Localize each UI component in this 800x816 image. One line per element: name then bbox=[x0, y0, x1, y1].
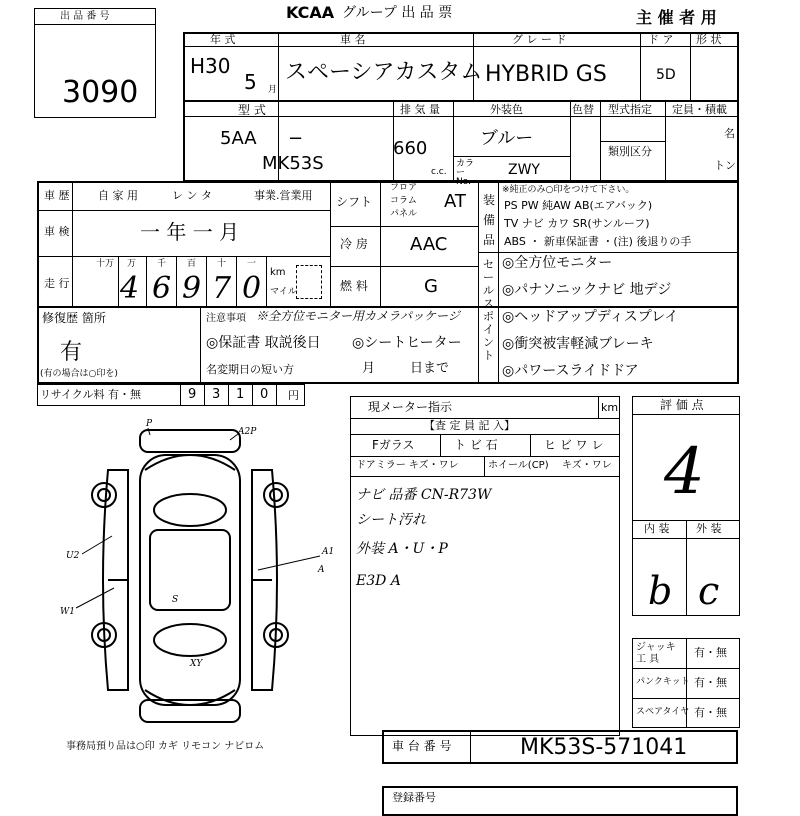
recycle-digit: 9 bbox=[188, 387, 197, 402]
shift-panel: パネル bbox=[390, 209, 418, 219]
sales-point: ◎パワースライドドア bbox=[502, 363, 639, 379]
month-unit: 月 bbox=[268, 85, 278, 95]
damage-mark: S bbox=[172, 595, 179, 605]
rear-window bbox=[154, 624, 226, 656]
inspection-value: 一 年 一 月 bbox=[140, 220, 240, 244]
repair-label: 修復歴 箇所 bbox=[42, 311, 106, 325]
seat-heater-note: ◎シートヒーター bbox=[352, 335, 462, 351]
history-label: 車 歴 bbox=[44, 189, 70, 202]
lot-number: 3090 bbox=[62, 75, 139, 110]
year-month: 5 bbox=[244, 70, 257, 94]
color-swap-label: 色替 bbox=[572, 103, 594, 116]
model-code: MK53S bbox=[262, 153, 324, 174]
damage-mark: P bbox=[146, 419, 153, 429]
front-glass-label: Fガラス bbox=[372, 438, 415, 452]
hood-outline bbox=[145, 455, 235, 470]
digit-label-10: 十 bbox=[217, 259, 227, 269]
wheel-damage-label: キズ・ワレ bbox=[562, 460, 612, 471]
designation-label: 型式指定 bbox=[608, 103, 652, 116]
recycle-label: リサイクル料 有・無 bbox=[40, 388, 141, 401]
color: ブルー bbox=[480, 128, 534, 149]
fuel-label: 燃 料 bbox=[340, 279, 368, 293]
spare-tire-label: スペアタイヤ bbox=[636, 707, 690, 717]
digit-label-10k: 万 bbox=[127, 259, 137, 269]
wheel-front-left bbox=[92, 483, 116, 507]
exterior-label: 外 装 bbox=[696, 522, 722, 535]
jack-value: 有・無 bbox=[694, 646, 727, 659]
inspector-note: シート汚れ bbox=[356, 512, 426, 528]
shift-value: AT bbox=[444, 191, 466, 212]
short-date-day: 日まで bbox=[410, 361, 450, 376]
displacement: 660 bbox=[393, 138, 428, 159]
sales-point: ◎全方位モニター bbox=[502, 255, 613, 271]
digit-label-100: 百 bbox=[187, 259, 197, 269]
warranty-note: ◎保証書 取説後日 bbox=[206, 335, 321, 351]
grade: HYBRID GS bbox=[485, 62, 607, 87]
recycle-digit: 1 bbox=[236, 387, 245, 402]
damage-mark: XY bbox=[190, 659, 203, 669]
mile-label: マイル bbox=[270, 287, 297, 297]
inspector-header: 【査 定 員 記 入】 bbox=[424, 419, 515, 432]
sales-points-label: セールスポイント bbox=[483, 258, 494, 362]
office-items-note: 事務局預り品は○印 カギ リモコン ナビロム bbox=[66, 741, 265, 752]
mileage-digit: 6 bbox=[152, 271, 172, 306]
short-date-month: 月 bbox=[362, 361, 376, 376]
digit-label-1: 一 bbox=[247, 259, 257, 269]
jack-label: ジャッキ 工 具 bbox=[636, 642, 676, 665]
repair-note: (有の場合は○印を) bbox=[40, 369, 118, 379]
damage-mark: W1 bbox=[60, 607, 75, 617]
class-label: 類別区分 bbox=[608, 145, 652, 158]
form-title: グループ 出 品 票 bbox=[342, 5, 453, 21]
door-count: 5D bbox=[656, 67, 676, 83]
equipment-line-1: PS PW 純AW AB(エアバック) bbox=[504, 199, 653, 212]
color-code: ZWY bbox=[508, 162, 540, 178]
meter-label: 現メーター指示 bbox=[368, 400, 453, 414]
organizer-label: 主 催 者 用 bbox=[636, 8, 717, 27]
front-windshield bbox=[154, 494, 226, 526]
damage-mark: A1 bbox=[322, 547, 335, 557]
model-label: 型 式 bbox=[238, 103, 266, 117]
year-label: 年 式 bbox=[210, 33, 236, 46]
history-private: 自 家 用 bbox=[98, 189, 138, 202]
ac-value: AAC bbox=[410, 234, 448, 255]
door-label: ド ア bbox=[648, 33, 674, 46]
notes-label: 注意事項 bbox=[206, 313, 246, 324]
recycle-digit: 3 bbox=[212, 387, 221, 402]
wheel-label: ホイール(CP) bbox=[488, 460, 549, 471]
chassis-number: MK53S-571041 bbox=[520, 735, 688, 760]
ac-label: 冷 房 bbox=[340, 237, 368, 251]
color-label: 外装色 bbox=[490, 103, 523, 116]
shift-floor: フロア bbox=[390, 183, 418, 193]
sales-point: ◎ヘッドアップディスプレイ bbox=[502, 309, 679, 325]
mileage-digit: 4 bbox=[120, 271, 140, 306]
displacement-label: 排 気 量 bbox=[400, 103, 440, 116]
wheel-front-right bbox=[264, 483, 288, 507]
equipment-note: ※純正のみ○印をつけて下さい。 bbox=[502, 185, 635, 195]
notes-handwritten: ※全方位モニター用カメラパッケージ bbox=[256, 309, 460, 323]
score-label: 評 価 点 bbox=[660, 398, 704, 412]
capacity-unit-persons: 名 bbox=[724, 127, 735, 140]
mileage-digit: 9 bbox=[182, 271, 202, 306]
sales-point: ◎衝突被害軽減ブレーキ bbox=[502, 336, 654, 352]
repair-value: 有 bbox=[60, 340, 83, 365]
shift-column: コラム bbox=[390, 196, 417, 206]
exterior-score: c bbox=[698, 569, 720, 613]
capacity-label: 定員・積載 bbox=[672, 103, 727, 116]
displacement-unit: c.c. bbox=[431, 167, 447, 177]
chassis-label: 車 台 番 号 bbox=[392, 739, 452, 753]
damage-mark: U2 bbox=[66, 551, 80, 561]
lot-number-label: 出 品 番 号 bbox=[60, 11, 110, 22]
equipment-side-label: 装 備 品 bbox=[483, 193, 496, 247]
door-mirror-label: ドアミラー キズ・ワレ bbox=[356, 460, 459, 471]
grade-label: グ レ ー ド bbox=[512, 33, 567, 46]
history-commercial: 事業.営業用 bbox=[254, 189, 313, 202]
shift-label: シフト bbox=[336, 195, 373, 209]
sales-point: ◎パナソニックナビ 地デジ bbox=[502, 282, 672, 298]
model-dash: − bbox=[288, 128, 304, 149]
puncture-kit-value: 有・無 bbox=[694, 676, 727, 689]
trunk-outline bbox=[145, 690, 235, 705]
inspector-note: E3D A bbox=[356, 573, 401, 589]
shape-label: 形 状 bbox=[696, 33, 722, 46]
car-name-label: 車 名 bbox=[340, 33, 366, 46]
score-value: 4 bbox=[664, 435, 705, 509]
chip-label: ト ビ 石 bbox=[454, 438, 498, 452]
recycle-digit: 0 bbox=[260, 387, 269, 402]
color-number-label: カラー No. bbox=[456, 159, 475, 187]
model-prefix: 5AA bbox=[220, 128, 257, 149]
meter-unit: km bbox=[601, 401, 619, 414]
equipment-line-2: TV ナビ カワ SR(サンルーフ) bbox=[504, 217, 650, 230]
damage-mark: A bbox=[318, 565, 325, 575]
digit-label-1k: 千 bbox=[157, 259, 167, 269]
mileage-digit: 7 bbox=[212, 271, 232, 306]
inspector-note: ナビ 品番 CN-R73W bbox=[356, 487, 492, 503]
interior-label: 内 装 bbox=[644, 522, 670, 535]
damage-mark: A2P bbox=[238, 427, 257, 437]
kcaa-logo: KCAA bbox=[286, 3, 335, 22]
puncture-kit-label: パンクキット bbox=[636, 677, 690, 687]
history-rental: レ ン タ bbox=[172, 189, 212, 202]
short-date-label: 名変期日の短い方 bbox=[206, 363, 294, 376]
recycle-unit: 円 bbox=[288, 389, 299, 402]
car-roof-outline bbox=[150, 530, 230, 610]
inspection-label: 車 検 bbox=[44, 225, 70, 238]
spare-tire-value: 有・無 bbox=[694, 706, 727, 719]
car-name: スペーシアカスタム bbox=[285, 60, 483, 85]
digit-label-100k: 十万 bbox=[96, 259, 115, 269]
year-era: H30 bbox=[190, 54, 231, 78]
km-label: km bbox=[270, 267, 286, 278]
mileage-label: 走 行 bbox=[44, 277, 70, 290]
fuel-value: G bbox=[424, 276, 438, 297]
registration-label: 登録番号 bbox=[392, 791, 436, 804]
interior-score: b bbox=[648, 569, 673, 613]
capacity-unit-tons: トン bbox=[714, 159, 736, 172]
equipment-line-3: ABS ・ 新車保証書 ・(注) 後退りの手 bbox=[504, 235, 692, 248]
inspector-note: 外装 A・U・P bbox=[356, 541, 448, 557]
front-view bbox=[140, 430, 240, 452]
mileage-digit: 0 bbox=[242, 271, 262, 306]
crack-label: ヒ ビ ワ レ bbox=[544, 438, 604, 452]
